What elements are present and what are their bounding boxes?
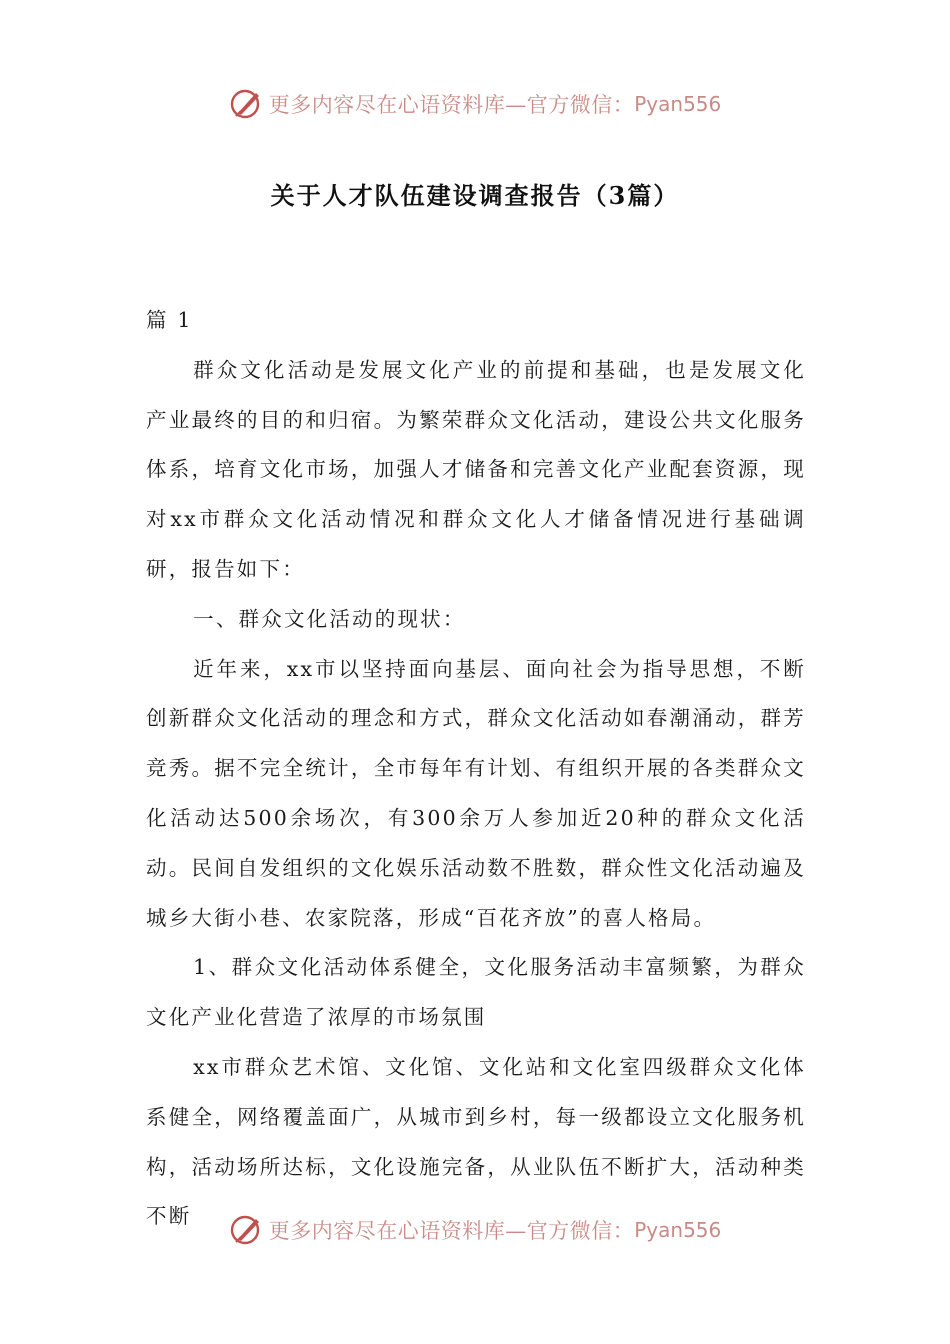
- watermark-text: 更多内容尽在心语资料库—官方微信：: [268, 1219, 635, 1243]
- quill-logo-icon: [229, 86, 265, 122]
- paragraph: xx市群众艺术馆、文化馆、文化站和文化室四级群众文化体系健全，网络覆盖面广，从城市到乡村，每一级都设立文化服务机构，活动场所达标，文化设施完备，从业队伍不断扩大，活动种类不断: [146, 1054, 806, 1229]
- quill-logo-icon: [229, 1212, 265, 1248]
- watermark-banner-bottom: [0, 1208, 950, 1252]
- section-heading: 一、群众文化活动的现状：: [193, 606, 466, 631]
- paragraph: 群众文化活动是发展文化产业的前提和基础，也是发展文化产业最终的目的和归宿。为繁荣群众文化活动，建设公共文化服务体系，培育文化市场，加强人才储备和完善文化产业配套资源，现对xx市群众文化活动情况和群众文化人才储备情况进行基础调研，报告如下：: [146, 357, 806, 581]
- subsection-heading: 1、群众文化活动体系健全，文化服务活动丰富频繁，为群众文化产业化营造了浓厚的市场氛围: [146, 955, 806, 1030]
- watermark-banner-top: [0, 82, 950, 126]
- document-body: [146, 296, 806, 1242]
- document-title: 关于人才队伍建设调查报告（3篇）: [270, 181, 680, 210]
- paragraph: 近年来，xx市以坚持面向基层、面向社会为指导思想，不断创新群众文化活动的理念和方式，群众文化活动如春潮涌动，群芳竞秀。据不完全统计，全市每年有计划、有组织开展的各类群众文化活动达500余场次，有300余万人参加近20种的群众文化活动。民间自发组织的文化娱乐活动数不胜数，群众性文化活动遍及城乡大街小巷、农家院落，形成“百花齐放”的喜人格局。: [146, 656, 806, 930]
- watermark-id: Pyan556: [634, 1218, 722, 1242]
- watermark-id: Pyan556: [634, 92, 722, 116]
- section-label: 篇 1: [146, 308, 193, 332]
- watermark-text: 更多内容尽在心语资料库—官方微信：: [268, 93, 635, 117]
